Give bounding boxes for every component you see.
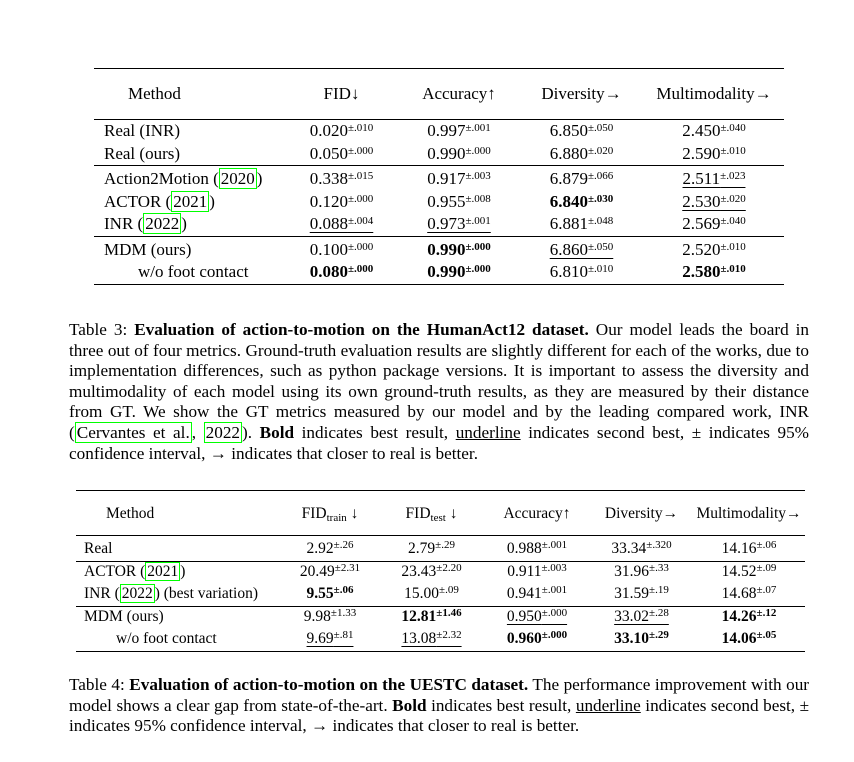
table-row (76, 607, 805, 627)
method-cell: ACTOR ( 2021 ) (104, 191, 215, 211)
accuracy-cell: $0.941^{\pm.001}$ (506, 584, 568, 602)
fid-cell: $0.088^{\pm.004}$ (309, 214, 374, 234)
table-row (94, 213, 784, 236)
method-cell: Real (84, 540, 113, 557)
table-row (94, 191, 784, 214)
bold-word: Bold (392, 695, 427, 715)
diversity-cell: $6.840^{\pm.030}$ (549, 191, 614, 211)
citation-link[interactable]: 2022 (205, 422, 241, 442)
citation-link[interactable]: 2022 (121, 585, 153, 602)
table-3-caption: Table 3: Evaluation of action-to-motion on the HumanAct12 dataset. Our model leads the board in three out of four metrics. Ground-truth evaluation results are slightly different for each of the works, due to implementation differences, such as python package versions. It is important to assess the diversity and multimodality of each model using its own ground-truth results, as they are measured by their distance from GT. We show the GT metrics measured by our model and by the leading compared work, INR ( Cervantes et al. , 2022 ). Bold indicates best result, underline indicates second best, ± indicates 95% confidence interval, → indicates that closer to real is better. (69, 320, 810, 463)
accuracy-cell: $0.990^{\pm.000}$ (399, 236, 519, 261)
header-accuracy: Accuracy↑ (399, 69, 519, 120)
table-3 (94, 68, 784, 285)
fid-cell: $0.100^{\pm.000}$ (284, 236, 399, 261)
fid-test-cell: $2.79^{\pm.29}$ (408, 539, 455, 557)
diversity-cell: $33.10^{\pm.29}$ (614, 629, 669, 647)
method-cell: w/o foot contact (116, 630, 217, 647)
bold-word: Bold (259, 422, 295, 442)
multimodality-cell: $14.52^{\pm.09}$ (693, 562, 805, 582)
diversity-cell: $33.02^{\pm.28}$ (590, 607, 693, 627)
table-header-row (94, 69, 784, 120)
accuracy-cell: $0.990^{\pm.000}$ (427, 262, 491, 282)
caption-text: The performance improvement with our model shows a clear gap from state-of-the-art. (69, 675, 810, 715)
caption-label: Table 3: (69, 320, 128, 339)
multimodality-cell: $2.450^{\pm.040}$ (682, 121, 746, 141)
table-row (76, 626, 805, 652)
header-fid: FID↓ (284, 69, 399, 120)
multimodality-cell: $14.16^{\pm.06}$ (721, 539, 777, 557)
underline-word: underline (455, 422, 521, 442)
diversity-cell: $6.881^{\pm.048}$ (549, 214, 614, 234)
fid-test-cell: $15.00^{\pm.09}$ (404, 584, 459, 602)
diversity-cell: $6.860^{\pm.050}$ (519, 236, 644, 261)
table-row (76, 581, 805, 607)
method-cell: Real (INR) (104, 121, 181, 141)
multimodality-cell: $2.520^{\pm.010}$ (644, 236, 784, 261)
multimodality-cell: $2.569^{\pm.040}$ (682, 214, 746, 234)
header-multimodality: Multimodality→ (693, 491, 805, 536)
method-cell: INR ( 2022 ) (104, 214, 187, 234)
accuracy-cell: $0.911^{\pm.003}$ (484, 562, 590, 582)
header-method: Method (76, 491, 281, 536)
caption-text: Our model leads the board in three out of four metrics. Ground-truth evaluation results are slightly different for each of the works, due to implementation differences, such as python package versions. It is important to assess the diversity and multimodality of each model using its own ground-truth results, as they are measured by their distance from GT. We show the GT metrics measured by our model and by the leading compared work, INR ( (69, 320, 810, 442)
table-row (94, 261, 784, 284)
multimodality-cell: $2.511^{\pm.023}$ (644, 166, 784, 191)
accuracy-cell: $0.950^{\pm.000}$ (484, 607, 590, 627)
multimodality-cell: $14.68^{\pm.07}$ (721, 584, 777, 602)
accuracy-cell: $0.990^{\pm.000}$ (427, 143, 491, 163)
method-cell: w/o foot contact (138, 262, 249, 282)
header-diversity: Diversity→ (590, 491, 693, 536)
method-cell: ACTOR ( 2021 ) (76, 562, 281, 582)
citation-link[interactable]: 2021 (147, 563, 179, 580)
diversity-cell: $33.34^{\pm.320}$ (611, 539, 672, 557)
diversity-cell: $31.96^{\pm.33}$ (590, 562, 693, 582)
accuracy-cell: $0.997^{\pm.001}$ (427, 121, 491, 141)
multimodality-cell: $2.590^{\pm.010}$ (682, 143, 746, 163)
accuracy-cell: $0.917^{\pm.003}$ (399, 166, 519, 191)
diversity-cell: $6.879^{\pm.066}$ (519, 166, 644, 191)
diversity-cell: $6.880^{\pm.020}$ (549, 143, 614, 163)
multimodality-cell: $14.26^{\pm.12}$ (693, 607, 805, 627)
citation-link[interactable]: Cervantes et al. (76, 422, 190, 442)
fid-cell: $0.338^{\pm.015}$ (284, 166, 399, 191)
diversity-cell: $6.810^{\pm.010}$ (549, 262, 614, 282)
table-row (94, 236, 784, 261)
header-fid-test: $FID_{test}$ ↓ (379, 491, 484, 536)
table-row (76, 562, 805, 582)
multimodality-cell: $14.06^{\pm.05}$ (721, 629, 777, 647)
diversity-cell: $6.850^{\pm.050}$ (549, 121, 614, 141)
method-cell: MDM (ours) (94, 236, 284, 261)
table-row (94, 166, 784, 191)
caption-title: Evaluation of action-to-motion on the HumanAct12 dataset. (134, 320, 589, 339)
multimodality-cell: $2.580^{\pm.010}$ (682, 262, 746, 282)
underline-word: underline (575, 695, 641, 715)
fid-train-cell: $9.98^{\pm 1.33}$ (281, 607, 379, 627)
fid-train-cell: $20.49^{\pm 2.31}$ (281, 562, 379, 582)
header-multimodality: Multimodality→ (644, 69, 784, 120)
fid-test-cell: $13.08^{\pm 2.32}$ (401, 629, 462, 647)
citation-link[interactable]: 2020 (220, 169, 255, 189)
header-method: Method (94, 69, 284, 120)
fid-train-cell: $9.69^{\pm.81}$ (306, 629, 354, 647)
fid-train-cell: $9.55^{\pm.06}$ (306, 584, 354, 602)
table-4 (76, 490, 805, 652)
caption-label: Table 4: (69, 675, 125, 694)
fid-cell: $0.120^{\pm.000}$ (309, 191, 374, 211)
accuracy-cell: $0.973^{\pm.001}$ (427, 214, 491, 234)
method-cell: Real (ours) (104, 143, 181, 163)
fid-train-cell: $2.92^{\pm.26}$ (306, 539, 354, 557)
fid-cell: $0.050^{\pm.000}$ (309, 143, 374, 163)
accuracy-cell: $0.960^{\pm.000}$ (506, 629, 568, 647)
table-row (76, 536, 805, 562)
citation-link[interactable]: 2022 (145, 214, 180, 234)
method-cell: INR ( 2022 ) (best variation) (84, 585, 259, 602)
fid-test-cell: $23.43^{\pm 2.20}$ (379, 562, 484, 582)
table-header-row (76, 491, 805, 536)
citation-link[interactable]: 2021 (173, 191, 208, 211)
fid-cell: $0.080^{\pm.000}$ (309, 262, 374, 282)
method-cell: MDM (ours) (76, 607, 281, 627)
fid-cell: $0.020^{\pm.010}$ (309, 121, 374, 141)
table-row (94, 143, 784, 166)
header-diversity: Diversity→ (519, 69, 644, 120)
diversity-cell: $31.59^{\pm.19}$ (614, 584, 669, 602)
multimodality-cell: $2.530^{\pm.020}$ (682, 191, 746, 211)
method-cell: Action2Motion ( 2020 ) (94, 166, 284, 191)
table-row (94, 120, 784, 143)
caption-title: Evaluation of action-to-motion on the UESTC dataset. (129, 675, 529, 694)
accuracy-cell: $0.955^{\pm.008}$ (427, 191, 491, 211)
fid-test-cell: $12.81^{\pm 1.46}$ (379, 607, 484, 627)
accuracy-cell: $0.988^{\pm.001}$ (506, 539, 568, 557)
header-fid-train: $FID_{train}$ ↓ (281, 491, 379, 536)
table-4-caption: Table 4: Evaluation of action-to-motion on the UESTC dataset. The performance improvement with our model shows a clear gap from state-of-the-art. Bold indicates best result, underline indicates second best, ± indicates 95% confidence interval, → indicates that closer to real is better. (69, 675, 810, 736)
header-accuracy: Accuracy↑ (484, 491, 590, 536)
